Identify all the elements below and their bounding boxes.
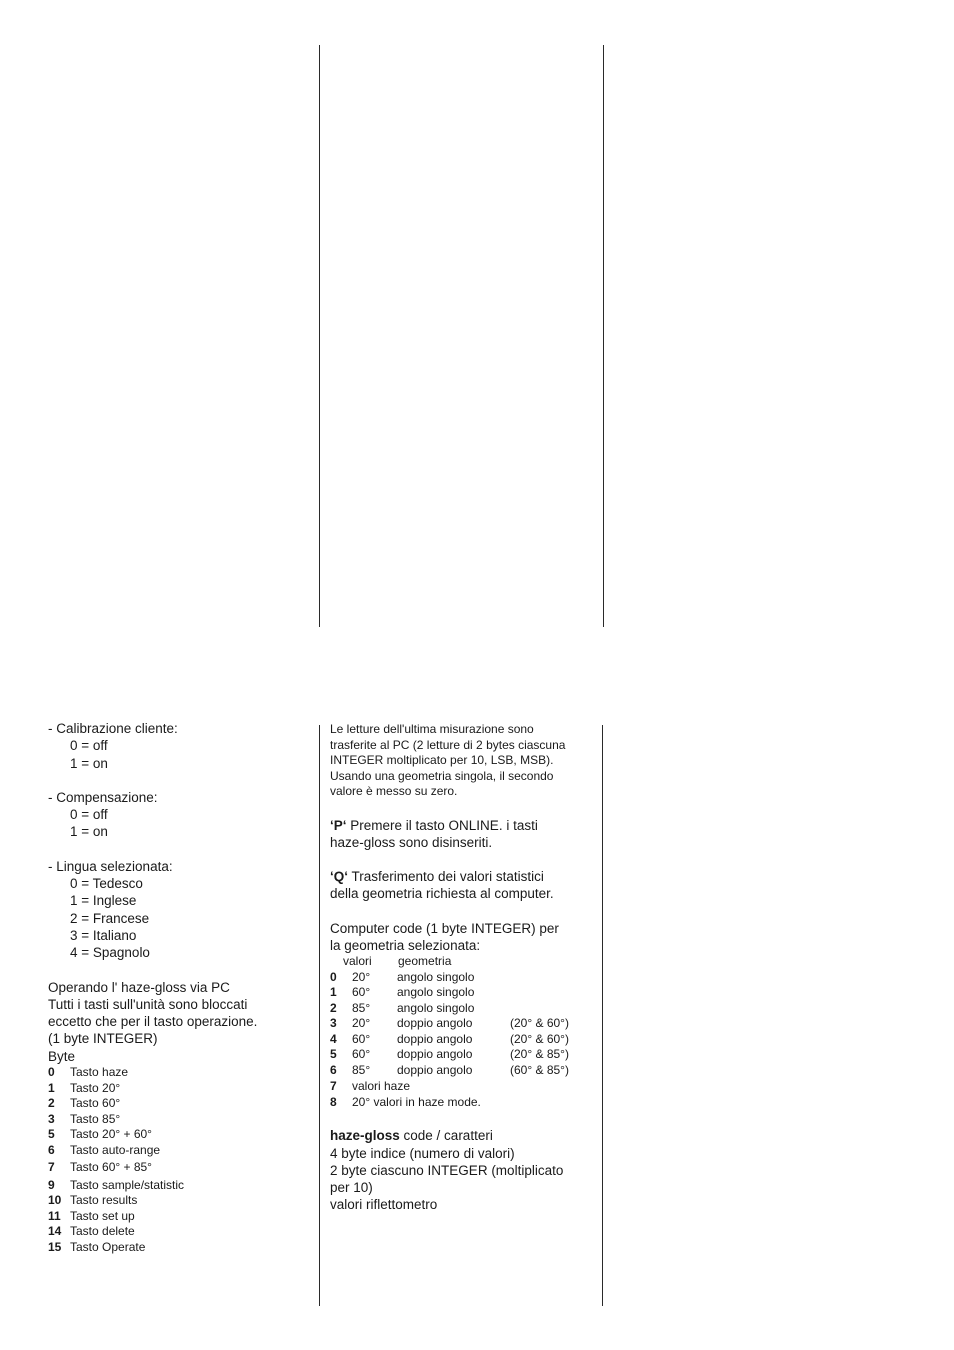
key-label: Tasto sample/statistic	[70, 1177, 185, 1192]
geometry-type: angolo singolo	[397, 969, 475, 984]
key-label: Tasto delete	[70, 1224, 135, 1239]
key-row	[48, 1096, 313, 1112]
key-label: Tasto 20°	[70, 1080, 121, 1095]
left-column	[48, 720, 313, 1255]
key-number: 6	[48, 1142, 55, 1157]
angle-pair: (20° & 60°)	[510, 1031, 569, 1046]
code-number: 4	[330, 1031, 337, 1046]
geometry-type: doppio angolo	[397, 1031, 473, 1046]
key-number: 5	[48, 1127, 55, 1142]
geometry-row	[330, 1079, 598, 1095]
computer-code-text: Computer code (1 byte INTEGER) per	[330, 920, 559, 936]
p-command	[330, 817, 598, 834]
code-number: 5	[330, 1047, 337, 1062]
operation-text: (1 byte INTEGER)	[48, 1031, 158, 1047]
q-command	[330, 868, 598, 885]
language-option: 4 = Spagnolo	[70, 945, 150, 961]
q-command-key: ‘Q‘	[330, 869, 349, 885]
key-row	[48, 1160, 313, 1176]
operation-text: Operando l' haze-gloss via PC	[48, 979, 230, 995]
angle-value: 60°	[352, 1031, 371, 1046]
code-number: 7	[330, 1079, 337, 1094]
column-divider-top-right	[603, 45, 604, 627]
angle-pair: (60° & 85°)	[510, 1062, 569, 1077]
key-number: 1	[48, 1080, 55, 1095]
geometry-row	[330, 1095, 598, 1111]
haze-gloss-code-text: code / caratteri	[399, 1128, 493, 1144]
haze-gloss-label: haze-gloss	[330, 1128, 400, 1144]
angle-value: 20°	[352, 1016, 371, 1031]
intro-line: INTEGER moltiplicato per 10, LSB, MSB).	[330, 753, 554, 767]
p-command-text: haze-gloss sono disinseriti.	[330, 834, 493, 850]
intro-line: Le letture dell'ultima misurazione sono	[330, 722, 534, 736]
calibration-title: - Calibrazione cliente:	[48, 721, 178, 736]
language-title: - Lingua selezionata:	[48, 858, 173, 874]
geometry-type: angolo singolo	[397, 985, 475, 1000]
angle-value: 60°	[352, 985, 371, 1000]
key-row	[48, 1178, 313, 1194]
calibration-option: 1 = on	[70, 755, 108, 771]
haze-gloss-line: 4 byte indice (numero di valori)	[330, 1145, 515, 1161]
computer-code-text: la geometria selezionata:	[330, 937, 481, 953]
geometry-row	[330, 985, 598, 1001]
key-row	[48, 1143, 313, 1159]
key-label: Tasto 60° + 85°	[70, 1160, 152, 1175]
column-divider-bottom-left	[319, 725, 320, 1306]
angle-pair: (20° & 85°)	[510, 1047, 569, 1062]
angle-value: 85°	[352, 1000, 371, 1015]
angle-value: 85°	[352, 1062, 371, 1077]
header-values: valori	[343, 954, 372, 969]
haze-gloss-line: valori riflettometro	[330, 1197, 438, 1213]
haze-gloss-line: 2 byte ciascuno INTEGER (moltiplicato	[330, 1162, 564, 1178]
geometry-row	[330, 970, 598, 986]
q-command-text: della geometria richiesta al computer.	[330, 886, 554, 902]
key-row	[48, 1081, 313, 1097]
key-row	[48, 1193, 313, 1209]
column-divider-bottom-right	[602, 725, 603, 1306]
column-divider-top-left	[319, 45, 320, 627]
operation-text: eccetto che per il tasto operazione.	[48, 1014, 258, 1030]
intro-line: trasferite al PC (2 letture di 2 bytes ciascuna	[330, 737, 566, 752]
p-command-key: ‘P‘	[330, 817, 347, 833]
geometry-type: angolo singolo	[397, 1000, 475, 1015]
code-number: 6	[330, 1062, 337, 1077]
key-number: 0	[48, 1065, 55, 1080]
key-number: 9	[48, 1177, 55, 1192]
key-number: 10	[48, 1193, 62, 1208]
compensation-title: - Compensazione:	[48, 789, 158, 805]
key-label: Tasto 85°	[70, 1111, 121, 1126]
code-number: 1	[330, 985, 337, 1000]
key-row	[48, 1112, 313, 1128]
code-number: 2	[330, 1000, 337, 1015]
key-row	[48, 1240, 313, 1256]
key-row	[48, 1209, 313, 1225]
geometry-type: doppio angolo	[397, 1062, 473, 1077]
intro-line: Usando una geometria singola, il secondo	[330, 768, 554, 783]
haze-gloss-code-heading	[330, 1127, 598, 1144]
angle-value: 60°	[352, 1047, 371, 1062]
geometry-row	[330, 1001, 598, 1017]
key-row	[48, 1065, 313, 1081]
geometry-type: 20° valori in haze mode.	[352, 1094, 481, 1109]
key-number: 15	[48, 1239, 62, 1254]
right-column	[330, 722, 598, 1214]
language-option: 3 = Italiano	[70, 927, 137, 943]
key-label: Tasto 60°	[70, 1096, 121, 1111]
key-number: 3	[48, 1111, 55, 1126]
geometry-row	[330, 1063, 598, 1079]
geometry-table	[330, 954, 598, 1110]
geometry-type: valori haze	[352, 1079, 411, 1094]
haze-gloss-line: per 10)	[330, 1180, 373, 1196]
calibration-option: 0 = off	[70, 738, 108, 754]
key-label: Tasto 20° + 60°	[70, 1127, 152, 1142]
geometry-type: doppio angolo	[397, 1047, 473, 1062]
key-number: 2	[48, 1096, 55, 1111]
geometry-row	[330, 1047, 598, 1063]
key-number: 14	[48, 1224, 62, 1239]
key-label: Tasto auto-range	[70, 1142, 161, 1157]
angle-pair: (20° & 60°)	[510, 1016, 569, 1031]
key-label: Tasto results	[70, 1193, 138, 1208]
code-number: 3	[330, 1016, 337, 1031]
q-command-text: Trasferimento dei valori statistici	[348, 869, 544, 885]
geometry-table-header	[330, 954, 598, 970]
byte-label: Byte	[48, 1048, 76, 1064]
compensation-option: 0 = off	[70, 807, 108, 823]
language-option: 0 = Tedesco	[70, 876, 143, 892]
header-geometry: geometria	[398, 954, 452, 969]
key-label: Tasto haze	[70, 1065, 129, 1080]
key-list	[48, 1065, 313, 1255]
operation-text: Tutti i tasti sull'unità sono bloccati	[48, 996, 248, 1012]
language-option: 2 = Francese	[70, 910, 150, 926]
language-option: 1 = Inglese	[70, 893, 137, 909]
key-row	[48, 1127, 313, 1143]
key-row	[48, 1224, 313, 1240]
geometry-row	[330, 1032, 598, 1048]
intro-line: valore è messo su zero.	[330, 784, 458, 798]
geometry-row	[330, 1016, 598, 1032]
key-label: Tasto set up	[70, 1208, 135, 1223]
key-number: 7	[48, 1160, 55, 1175]
code-number: 0	[330, 969, 337, 984]
compensation-option: 1 = on	[70, 824, 108, 840]
key-number: 11	[48, 1208, 61, 1223]
intro-paragraph	[330, 722, 598, 800]
key-label: Tasto Operate	[70, 1239, 146, 1254]
geometry-type: doppio angolo	[397, 1016, 473, 1031]
angle-value: 20°	[352, 969, 371, 984]
p-command-text: Premere il tasto ONLINE. i tasti	[346, 817, 538, 833]
code-number: 8	[330, 1094, 337, 1109]
